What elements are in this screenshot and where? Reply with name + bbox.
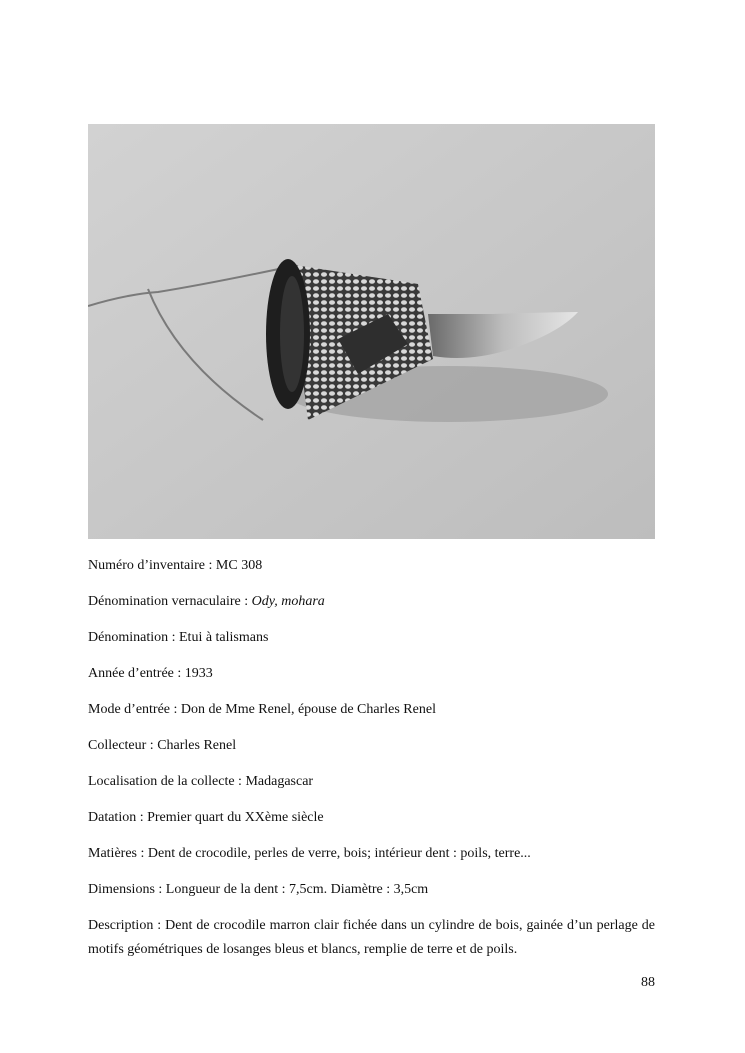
field-entry-mode: Mode d’entrée : Don de Mme Renel, épouse de Charles Renel	[88, 702, 436, 717]
page-number: 88	[641, 975, 655, 990]
field-inventory-number: Numéro d’inventaire : MC 308	[88, 558, 263, 573]
field-dating: Datation : Premier quart du XXème siècle	[88, 810, 324, 825]
field-dimensions: Dimensions : Longueur de la dent : 7,5cm. Diamètre : 3,5cm	[88, 882, 429, 897]
field-vernacular-name: Dénomination vernaculaire : Ody, mohara	[88, 594, 325, 609]
field-collection-location: Localisation de la collecte : Madagascar	[88, 774, 314, 789]
field-collector: Collecteur : Charles Renel	[88, 738, 237, 753]
field-description: Description : Dent de crocodile marron clair fichée dans un cylindre de bois, gainée d’un perlage de motifs géométriques de losanges bleus et blancs, remplie de terre et de poils.	[88, 918, 655, 957]
field-materials: Matières : Dent de crocodile, perles de verre, bois; intérieur dent : poils, terre...	[88, 846, 531, 861]
field-denomination: Dénomination : Etui à talismans	[88, 630, 269, 645]
object-photo	[88, 124, 655, 539]
field-entry-year: Année d’entrée : 1933	[88, 666, 213, 681]
